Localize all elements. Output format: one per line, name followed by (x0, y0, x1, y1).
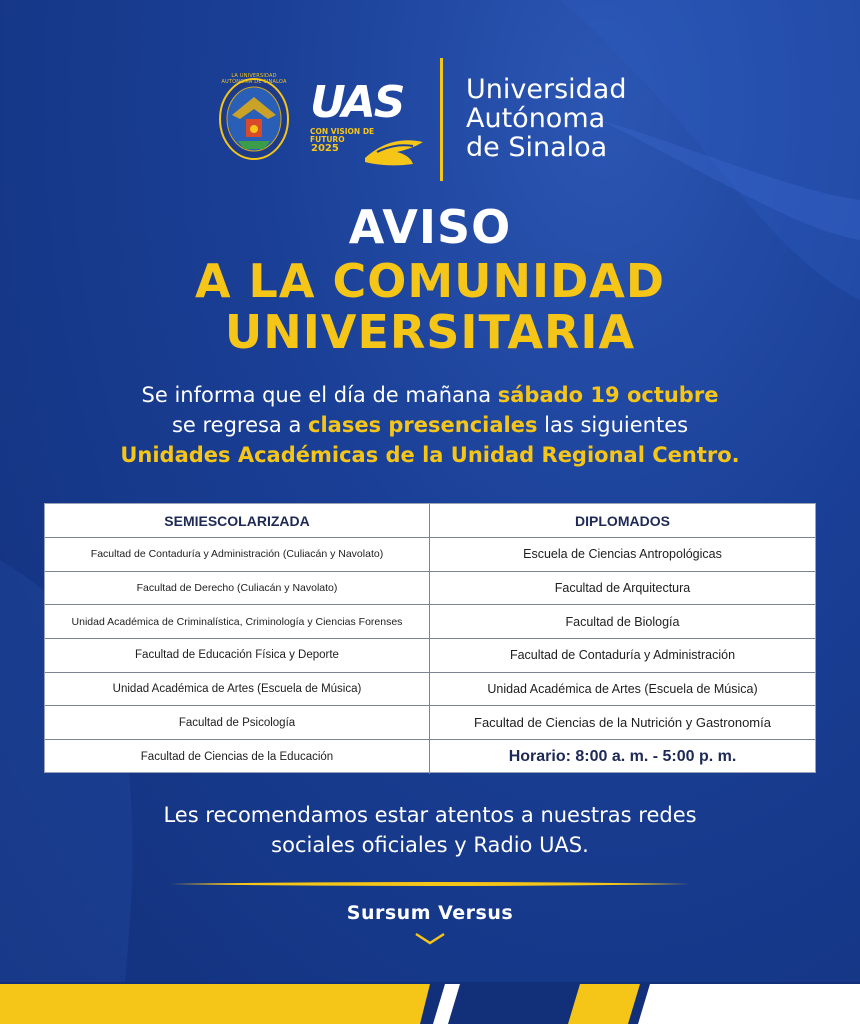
intro-paragraph (0, 380, 860, 470)
table-cell: Facultad de Contaduría y Administración (Culiacán y Navolato) (45, 538, 430, 572)
table-cell: Facultad de Ciencias de la Educación (45, 740, 430, 774)
recommendation-text (0, 800, 860, 860)
header-divider (440, 58, 443, 181)
intro-line-3: Unidades Académicas de la Unidad Regional Centro. (120, 443, 740, 467)
table-cell: Unidad Académica de Artes (Escuela de Música) (430, 673, 815, 707)
table-cell: Escuela de Ciencias Antropológicas (430, 538, 815, 572)
intro-highlight-date: sábado 19 octubre (497, 383, 719, 407)
gold-divider (170, 881, 690, 887)
university-name-line: Universidad (466, 74, 627, 105)
uas-logo-text: UAS (310, 77, 404, 128)
table-cell: Facultad de Biología (430, 605, 815, 639)
uas-logo-tagline: CON VISION DE FUTURO (310, 127, 375, 144)
schedule-table (44, 503, 816, 773)
university-name-line: de Sinaloa (466, 132, 608, 163)
university-seal-icon (218, 75, 290, 161)
table-cell: Facultad de Contaduría y Administración (430, 639, 815, 673)
uas-logo-year: 2025 (311, 143, 339, 154)
intro-line-1 (0, 380, 860, 410)
table-cell: Facultad de Educación Física y Deporte (45, 639, 430, 673)
title-line: A LA COMUNIDAD (194, 254, 666, 308)
title-aviso: AVISO (348, 200, 512, 254)
bottom-stripe-bar (0, 982, 860, 1024)
table-cell: Facultad de Derecho (Culiacán y Navolato) (45, 572, 430, 606)
table-cell: Unidad Académica de Artes (Escuela de Música) (45, 673, 430, 707)
recommendation-line: sociales oficiales y Radio UAS. (271, 833, 589, 857)
university-name-line: Autónoma (466, 103, 606, 134)
seal-text: LA UNIVERSIDAD AUTONOMA DE SINALOA (221, 73, 287, 85)
table-header-diplomados: DIPLOMADOS (430, 504, 815, 538)
intro-highlight-classes: clases presenciales (308, 413, 538, 437)
recommendation-line: Les recomendamos estar atentos a nuestras redes (163, 803, 697, 827)
table-cell: Facultad de Ciencias de la Nutrición y Gastronomía (430, 706, 815, 740)
intro-text: las siguientes (537, 413, 689, 437)
title-line: UNIVERSITARIA (224, 305, 636, 359)
table-cell: Unidad Académica de Criminalística, Criminología y Ciencias Forenses (45, 605, 430, 639)
chevron-down-icon (414, 932, 446, 946)
intro-text: se regresa a (171, 413, 309, 437)
header (0, 55, 860, 185)
table-cell: Facultad de Arquitectura (430, 572, 815, 606)
table-header-semiescolarizada: SEMIESCOLARIZADA (45, 504, 430, 538)
university-name (466, 75, 626, 162)
motto: Sursum Versus (346, 902, 514, 924)
schedule-hours: Horario: 8:00 a. m. - 5:00 p. m. (508, 747, 737, 765)
intro-text: Se informa que el día de mañana (141, 383, 498, 407)
title-subtitle (0, 256, 860, 358)
table-cell: Facultad de Psicología (45, 706, 430, 740)
intro-line-2 (0, 410, 860, 440)
